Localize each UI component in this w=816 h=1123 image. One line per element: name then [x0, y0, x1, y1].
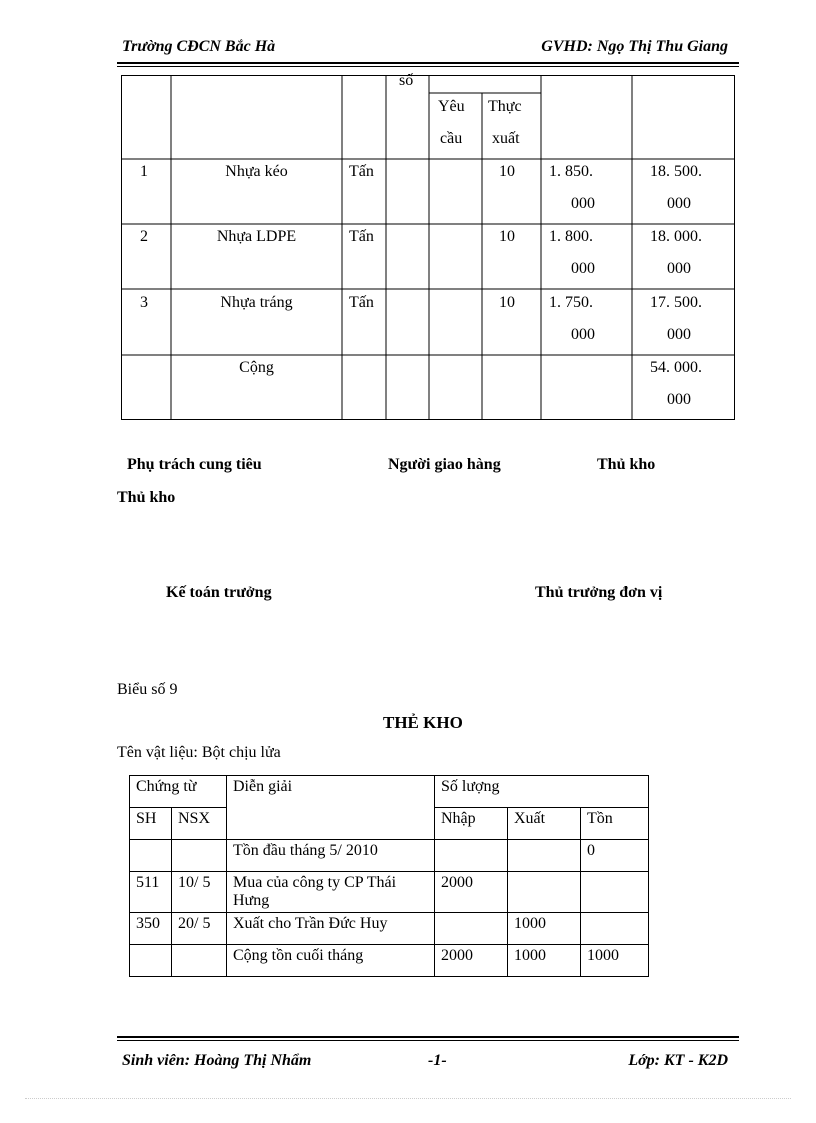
row2-total-b: 000 [667, 260, 691, 277]
total-a: 54. 000. [650, 359, 702, 376]
footer-student: Sinh viên: Hoàng Thị Nhẩm [122, 1052, 312, 1069]
sig-unit-head: Thủ trưởng đơn vị [535, 584, 663, 601]
row1-unit: Tấn [349, 163, 374, 180]
cell-sh: 350 [130, 913, 172, 945]
cell-sh: 511 [130, 872, 172, 913]
row2-total-a: 18. 000. [650, 228, 702, 245]
th-soluong: Số lượng [435, 776, 649, 808]
cell-ton [581, 913, 649, 945]
cell-nsx [172, 945, 227, 977]
header-thuc: Thực [488, 98, 522, 115]
header-yeu: Yêu [438, 98, 465, 115]
row3-name: Nhựa tráng [220, 294, 293, 311]
row1-name: Nhựa kéo [225, 163, 288, 180]
row3-stt: 3 [140, 294, 148, 311]
sig-chief-accountant: Kế toán trưởng [166, 584, 272, 601]
row1-price-a: 1. 850. [549, 163, 593, 180]
row1-price-b: 000 [571, 195, 595, 212]
row2-name: Nhựa LDPE [216, 228, 297, 245]
th-ton: Tồn [581, 808, 649, 840]
form-label: Biểu số 9 [117, 681, 178, 698]
cell-nhap: 2000 [435, 872, 508, 913]
th-chungtu: Chứng từ [130, 776, 227, 808]
cell-nhap [435, 840, 508, 872]
row3-total-b: 000 [667, 326, 691, 343]
form-title: THẺ KHO [383, 713, 463, 732]
row2-stt: 2 [140, 228, 148, 245]
header-advisor: GVHD: Ngọ Thị Thu Giang [541, 38, 728, 55]
table-row [130, 840, 649, 872]
row3-price-a: 1. 750. [549, 294, 593, 311]
row2-unit: Tấn [349, 228, 374, 245]
th-nhap: Nhập [435, 808, 508, 840]
sig-deliverer: Người giao hàng [388, 456, 501, 473]
cell-nhap [435, 913, 508, 945]
row3-qty: 10 [499, 294, 515, 311]
table-row [130, 913, 649, 945]
header-rule-thin [117, 66, 739, 67]
header-so: số [399, 72, 414, 89]
header-rule [117, 62, 739, 64]
cell-nsx [172, 840, 227, 872]
row2-qty: 10 [499, 228, 515, 245]
th-diengiai: Diễn giải [227, 776, 435, 840]
material-name: Tên vật liệu: Bột chịu lửa [117, 744, 281, 761]
th-nsx: NSX [172, 808, 227, 840]
footer-rule [117, 1036, 739, 1038]
cell-xuat: 1000 [508, 945, 581, 977]
header-xuat: xuất [492, 130, 520, 147]
cell-desc: Xuất cho Trần Đức Huy [227, 913, 435, 945]
total-label: Cộng [239, 359, 274, 376]
material-issue-table [121, 72, 735, 420]
cell-nsx: 20/ 5 [172, 913, 227, 945]
header-cau: cầu [440, 130, 463, 147]
cell-xuat [508, 840, 581, 872]
row3-unit: Tấn [349, 294, 374, 311]
cell-sh [130, 945, 172, 977]
cell-nsx: 10/ 5 [172, 872, 227, 913]
page-number: -1- [428, 1052, 447, 1069]
cell-xuat: 1000 [508, 913, 581, 945]
header-school: Trường CĐCN Bắc Hà [122, 38, 276, 55]
row1-total-a: 18. 500. [650, 163, 702, 180]
row3-total-a: 17. 500. [650, 294, 702, 311]
row1-total-b: 000 [667, 195, 691, 212]
page-edge [25, 1098, 791, 1099]
footer-rule-thin [117, 1040, 739, 1041]
th-xuat: Xuất [508, 808, 581, 840]
table-row [130, 945, 649, 977]
th-sh: SH [130, 808, 172, 840]
cell-desc: Cộng tồn cuối tháng [227, 945, 435, 977]
row3-price-b: 000 [571, 326, 595, 343]
sig-storekeeper-2: Thủ kho [117, 489, 176, 506]
cell-ton [581, 872, 649, 913]
sig-supply: Phụ trách cung tiêu [127, 456, 262, 473]
cell-ton: 1000 [581, 945, 649, 977]
sig-storekeeper: Thủ kho [597, 456, 656, 473]
table-row [130, 872, 649, 913]
row1-qty: 10 [499, 163, 515, 180]
total-b: 000 [667, 391, 691, 408]
cell-xuat [508, 872, 581, 913]
cell-sh [130, 840, 172, 872]
footer-class: Lớp: KT - K2D [628, 1052, 728, 1069]
cell-ton: 0 [581, 840, 649, 872]
cell-desc: Mua của công ty CP Thái Hưng [227, 872, 435, 913]
row2-price-a: 1. 800. [549, 228, 593, 245]
cell-desc: Tồn đầu tháng 5/ 2010 [227, 840, 435, 872]
row2-price-b: 000 [571, 260, 595, 277]
row1-stt: 1 [140, 163, 148, 180]
cell-nhap: 2000 [435, 945, 508, 977]
stock-card-table [129, 775, 649, 977]
